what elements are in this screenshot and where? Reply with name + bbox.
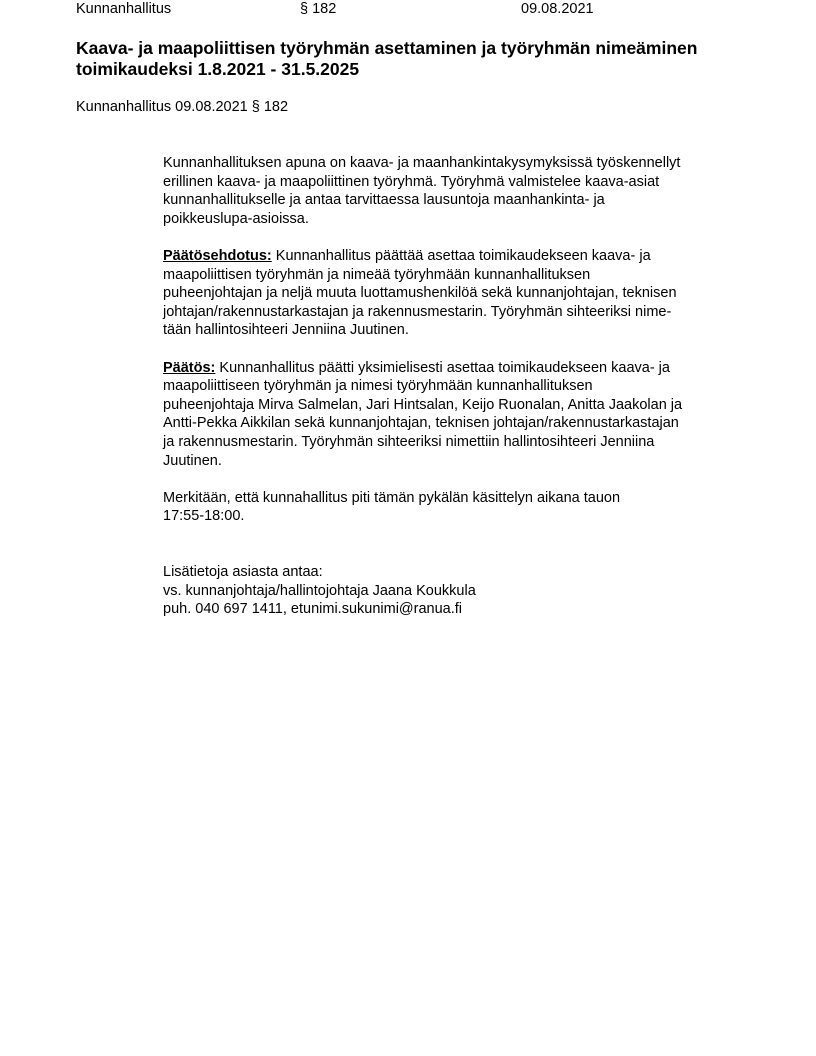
text-line: Kunnanhallituksen apuna on kaava- ja maanhankintakysymyksissä työskennellyt — [163, 155, 681, 171]
text-line: Kunnanhallitus päätti yksimielisesti asettaa toimikaudekseen kaava- ja — [215, 359, 670, 376]
header-body: Kunnanhallitus — [76, 1, 172, 17]
document-title — [76, 38, 796, 80]
text-line: tään hallintosihteeri Jenniina Juutinen. — [163, 322, 409, 339]
text-line: 17:55-18:00. — [163, 508, 245, 525]
text-line: Antti-Pekka Aikkilan sekä kunnanjohtajan, teknisen johtajan/rakennustarkastajan — [163, 415, 679, 432]
header-date: 09.08.2021 — [521, 1, 594, 17]
meeting-reference: Kunnanhallitus 09.08.2021 § 182 — [76, 99, 289, 115]
text-line: Lisätietoja asiasta antaa: — [163, 564, 323, 581]
intro-paragraph — [163, 154, 763, 228]
note-paragraph — [163, 489, 763, 526]
text-line: puheenjohtajan ja neljä muuta luottamushenkilöä sekä kunnanjohtajan, teknisen — [163, 285, 677, 302]
text-line: ja rakennusmestarin. Työryhmän sihteeriksi nimettiin hallintosihteeri Jenniina — [163, 433, 655, 450]
text-line: Juutinen. — [163, 452, 222, 469]
title-line: Kaava- ja maapoliittisen työryhmän asettaminen ja työryhmän nimeäminen — [76, 38, 698, 58]
text-line: Kunnanhallitus päättää asettaa toimikaudekseen kaava- ja — [271, 247, 651, 264]
text-line: maapoliittisen työryhmän ja nimeää työryhmään kunnanhallituksen — [163, 266, 591, 283]
text-line: vs. kunnanjohtaja/hallintojohtaja Jaana Koukkula — [163, 582, 476, 599]
text-line: Merkitään, että kunnahallitus piti tämän pykälän käsittelyn aikana tauon — [163, 489, 621, 506]
text-line: puheenjohtaja Mirva Salmelan, Jari Hintsalan, Keijo Ruonalan, Anitta Jaakolan ja — [163, 396, 683, 413]
document-body — [163, 154, 763, 637]
text-line: puh. 040 697 1411, etunimi.sukunimi@ranua.fi — [163, 601, 462, 618]
header-section: § 182 — [300, 1, 337, 17]
contact-paragraph — [163, 563, 763, 619]
title-line: toimikaudeksi 1.8.2021 - 31.5.2025 — [76, 59, 360, 79]
proposal-label: Päätösehdotus: — [163, 247, 272, 264]
text-line: erillinen kaava- ja maapoliittinen työryhmä. Työryhmä valmistelee kaava-asiat — [163, 173, 660, 190]
text-line: johtajan/rakennustarkastajan ja rakennusmestarin. Työryhmän sihteeriksi nime- — [163, 303, 672, 320]
text-line: poikkeuslupa-asioissa. — [163, 210, 309, 227]
decision-label: Päätös: — [163, 359, 216, 376]
proposal-paragraph — [163, 247, 763, 340]
text-line: maapoliittiseen työryhmän ja nimesi työryhmään kunnanhallituksen — [163, 378, 593, 395]
decision-paragraph — [163, 359, 763, 471]
text-line: kunnanhallitukselle ja antaa tarvittaessa lausuntoja maanhankinta- ja — [163, 192, 605, 209]
